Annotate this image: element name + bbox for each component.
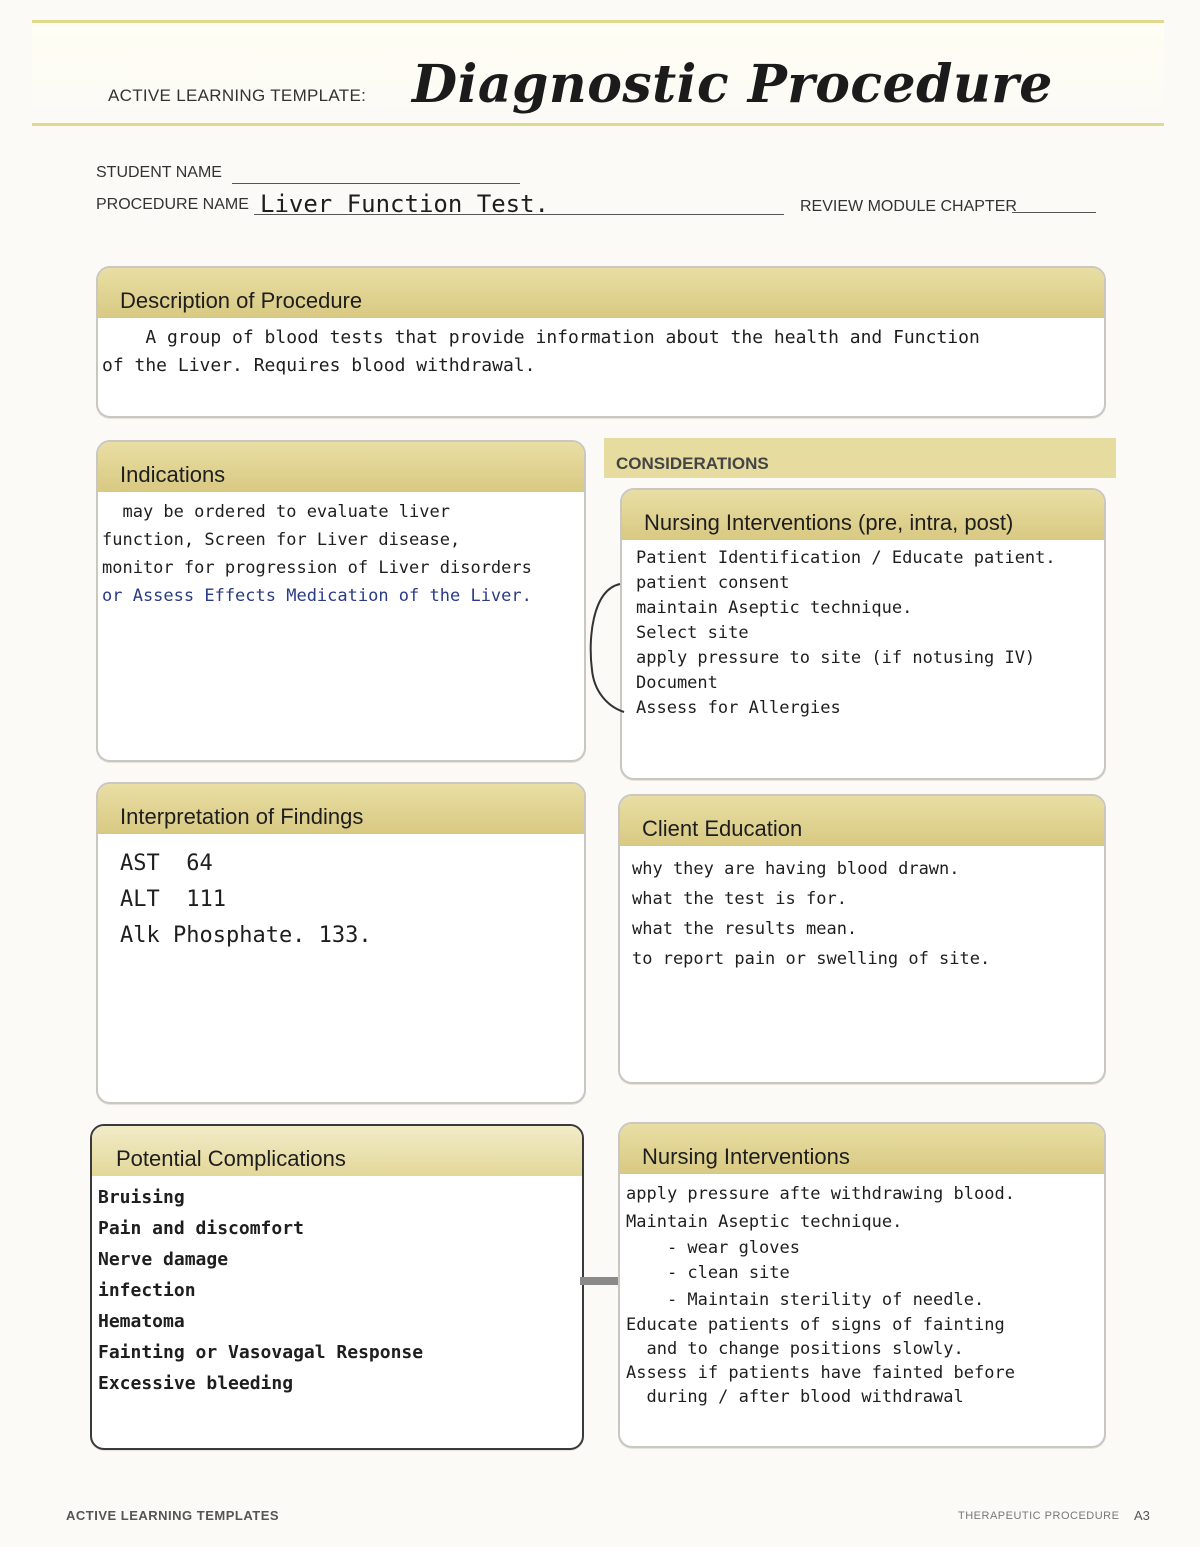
nursing-interventions-line: - clean site — [626, 1263, 790, 1283]
review-module-line[interactable] — [1012, 212, 1096, 213]
footer-page-number: A3 — [1134, 1508, 1150, 1523]
nursing-interventions-line: Educate patients of signs of fainting — [626, 1315, 1005, 1335]
footer-left: ACTIVE LEARNING TEMPLATES — [66, 1508, 280, 1523]
nursing-interventions-body — [620, 1174, 1104, 1410]
procedure-name-label: PROCEDURE NAME — [96, 196, 249, 213]
description-box — [96, 266, 1106, 418]
complications-line: Fainting or Vasovagal Response — [98, 1342, 424, 1363]
nursing-interventions-pre-line: maintain Aseptic technique. — [636, 598, 913, 618]
nursing-interventions-pre-line: Patient Identification / Educate patient. — [636, 548, 1056, 568]
complications-line: infection — [98, 1280, 196, 1301]
description-body — [98, 318, 1104, 380]
nursing-interventions-line: - wear gloves — [626, 1238, 800, 1258]
complications-heading: Potential Complications — [92, 1126, 582, 1176]
indications-line: function, Screen for Liver disease, — [102, 530, 461, 550]
complications-line: Nerve damage — [98, 1249, 229, 1270]
interpretation-line: AST 64 — [120, 851, 213, 876]
complications-box — [90, 1124, 584, 1450]
complications-body — [92, 1176, 582, 1399]
complications-line: Hematoma — [98, 1311, 185, 1332]
nursing-interventions-pre-line: Document — [636, 673, 718, 693]
indications-line: may be ordered to evaluate liver — [102, 502, 450, 522]
indications-line: or Assess Effects Medication of the Liver. — [102, 586, 532, 606]
connector-bar — [580, 1277, 620, 1285]
procedure-name-value: Liver Function Test. — [260, 190, 549, 218]
nursing-interventions-pre-line: patient consent — [636, 573, 790, 593]
interpretation-body — [98, 834, 584, 954]
interpretation-heading: Interpretation of Findings — [98, 784, 584, 834]
nursing-interventions-pre-box — [620, 488, 1106, 780]
complications-line: Pain and discomfort — [98, 1218, 304, 1239]
client-education-box — [618, 794, 1106, 1084]
nursing-interventions-line: - Maintain sterility of needle. — [626, 1290, 985, 1310]
indications-body — [98, 492, 584, 610]
complications-line: Excessive bleeding — [98, 1373, 294, 1394]
nursing-interventions-line: and to change positions slowly. — [626, 1339, 964, 1359]
description-line: A group of blood tests that provide information about the health and Function — [102, 327, 980, 348]
client-education-heading: Client Education — [620, 796, 1104, 846]
bracket-mark — [586, 580, 626, 716]
nursing-interventions-box — [618, 1122, 1106, 1448]
nursing-interventions-line: during / after blood withdrawal — [626, 1387, 964, 1407]
nursing-interventions-pre-line: apply pressure to site (if notusing IV) — [636, 648, 1036, 668]
indications-line: monitor for progression of Liver disorders — [102, 558, 532, 578]
description-heading: Description of Procedure — [98, 268, 1104, 318]
footer-right: THERAPEUTIC PROCEDURE — [958, 1510, 1120, 1522]
nursing-interventions-line: Assess if patients have fainted before — [626, 1363, 1015, 1383]
interpretation-line: ALT 111 — [120, 887, 226, 912]
interpretation-box — [96, 782, 586, 1104]
indications-heading: Indications — [98, 442, 584, 492]
nursing-interventions-heading: Nursing Interventions — [620, 1124, 1104, 1174]
template-label: ACTIVE LEARNING TEMPLATE: — [108, 86, 367, 105]
client-education-line: what the test is for. — [632, 889, 847, 909]
complications-line: Bruising — [98, 1187, 185, 1208]
client-education-body — [620, 846, 1104, 974]
description-line: of the Liver. Requires blood withdrawal. — [102, 355, 536, 376]
page-title: Diagnostic Procedure — [412, 54, 1053, 115]
interpretation-line: Alk Phosphate. 133. — [120, 923, 372, 948]
nursing-interventions-line: apply pressure afte withdrawing blood. — [626, 1184, 1015, 1204]
client-education-line: to report pain or swelling of site. — [632, 949, 991, 969]
nursing-interventions-pre-line: Select site — [636, 623, 749, 643]
client-education-line: why they are having blood drawn. — [632, 859, 960, 879]
nursing-interventions-pre-body — [622, 540, 1104, 721]
nursing-interventions-line: Maintain Aseptic technique. — [626, 1212, 903, 1232]
review-module-label: REVIEW MODULE CHAPTER — [800, 198, 1017, 215]
nursing-interventions-pre-line: Assess for Allergies — [636, 698, 841, 718]
considerations-label: CONSIDERATIONS — [616, 454, 769, 473]
client-education-line: what the results mean. — [632, 919, 858, 939]
student-name-line[interactable] — [232, 183, 520, 184]
student-name-label: STUDENT NAME — [96, 164, 222, 181]
indications-box — [96, 440, 586, 762]
nursing-interventions-pre-heading: Nursing Interventions (pre, intra, post) — [622, 490, 1104, 540]
